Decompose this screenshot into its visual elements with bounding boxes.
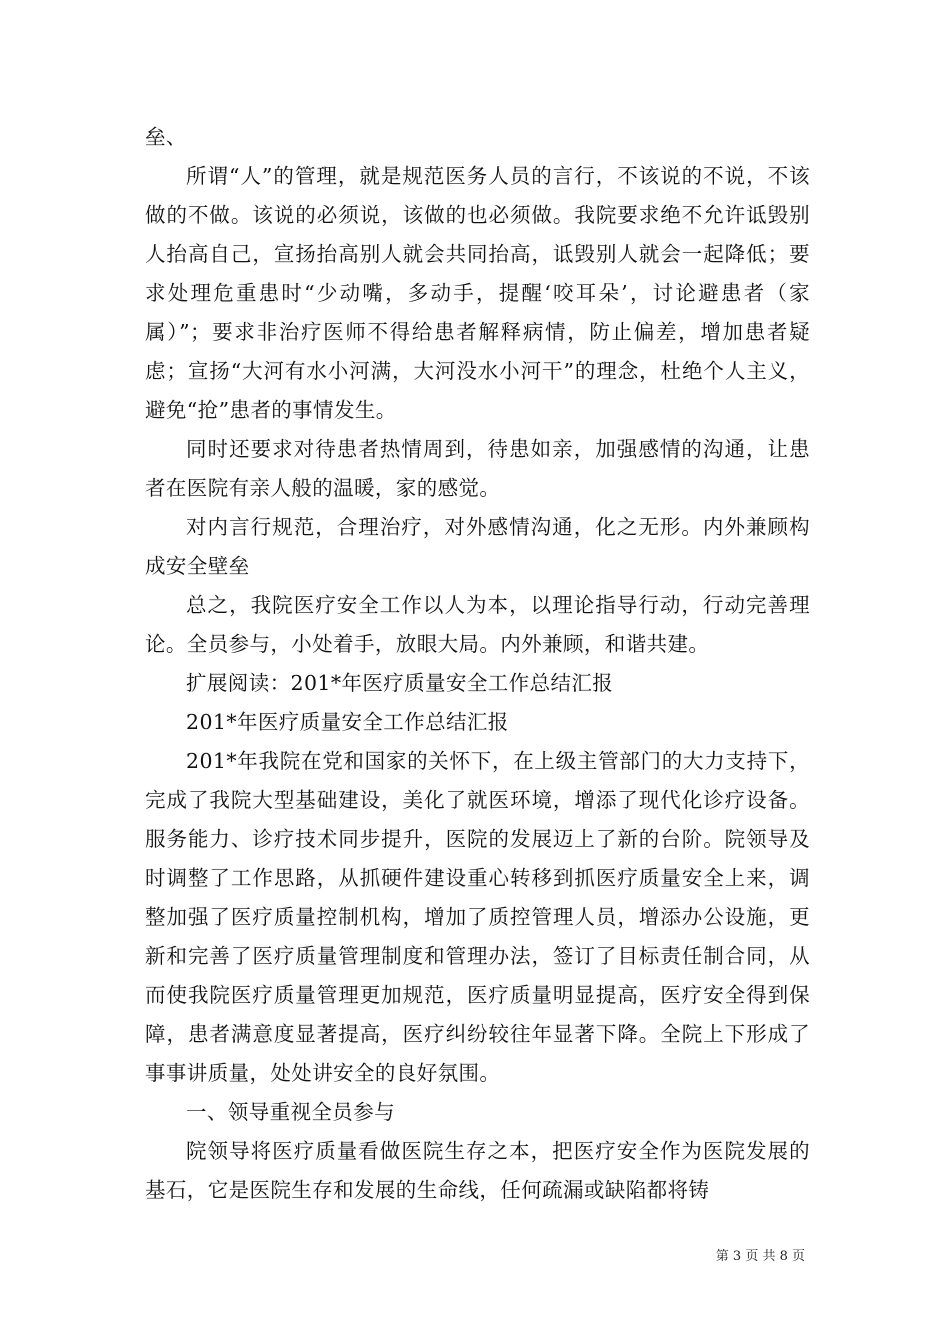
paragraph-extended-reading: 扩展阅读：201*年医疗质量安全工作总结汇报 — [186, 671, 614, 695]
paragraph-continuation: 垒、 — [145, 125, 187, 149]
document-body — [145, 118, 810, 1210]
page-number-footer: 第 3 页 共 8 页 — [715, 1249, 805, 1264]
section-heading-leadership: 一、领导重视全员参与 — [186, 1100, 395, 1124]
paragraph-internal-external: 对内言行规范，合理治疗，对外感情沟通，化之无形。内外兼顾构成安全壁垒 — [145, 515, 810, 578]
paragraph-summary: 总之，我院医疗安全工作以人为本，以理论指导行动，行动完善理论。全员参与，小处着手，放眼大局。内外兼顾，和谐共建。 — [145, 593, 810, 656]
paragraph-leadership: 院领导将医疗质量看做医院生存之本，把医疗安全作为医院发展的基石，它是医院生存和发展的生命线，任何疏漏或缺陷都将铸 — [145, 1139, 810, 1202]
paragraph-report-title: 201*年医疗质量安全工作总结汇报 — [186, 710, 509, 734]
paragraph-patient-care: 同时还要求对待患者热情周到，待患如亲，加强感情的沟通，让患者在医院有亲人般的温暖，家的感觉。 — [145, 437, 810, 500]
paragraph-personnel-management: 所谓“人”的管理，就是规范医务人员的言行，不该说的不说，不该做的不做。该说的必须说，该做的也必须做。我院要求绝不允许诋毁别人抬高自己，宣扬抬高别人就会共同抬高，诋毁别人就会一起降低；要求处理危重患时“少动嘴，多动手，提醒‘咬耳朵’，讨论避患者（家属）”；要求非治疗医师不得给患者解释病情，防止偏差，增加患者疑虑；宣扬“大河有水小河满，大河没水小河干”的理念，杜绝个人主义，避免“抢”患者的事情发生。 — [145, 164, 810, 422]
paragraph-report-intro: 201*年我院在党和国家的关怀下，在上级主管部门的大力支持下，完成了我院大型基础建设，美化了就医环境，增添了现代化诊疗设备。服务能力、诊疗技术同步提升，医院的发展迈上了新的台阶。院领导及时调整了工作思路，从抓硬件建设重心转移到抓医疗质量安全上来，调整加强了医疗质量控制机构，增加了质控管理人员，增添办公设施，更新和完善了医疗质量管理制度和管理办法，签订了目标责任制合同，从而使我院医疗质量管理更加规范，医疗质量明显提高，医疗安全得到保障，患者满意度显著提高，医疗纠纷较往年显著下降。全院上下形成了事事讲质量，处处讲安全的良好氛围。 — [145, 749, 810, 1085]
